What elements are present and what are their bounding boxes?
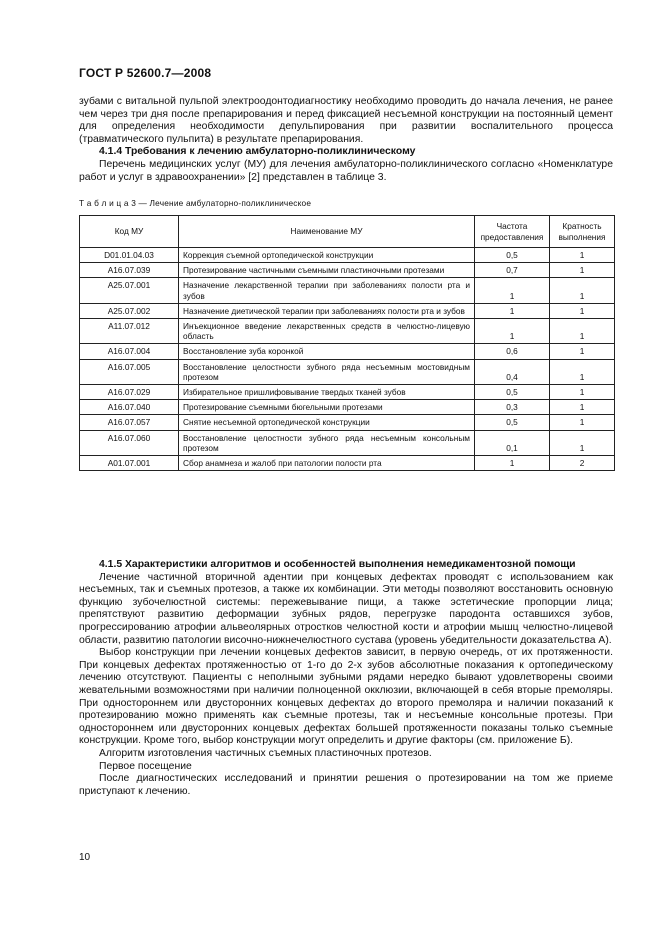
- cell-multiplicity: 1: [550, 344, 615, 359]
- cell-name: Назначение лекарственной терапии при заболеваниях полости рта и зубов: [179, 278, 475, 303]
- cell-frequency: 0,6: [475, 344, 550, 359]
- cell-code: A01.07.001: [80, 456, 179, 471]
- cell-code: A11.07.012: [80, 319, 179, 344]
- cell-code: A16.07.039: [80, 263, 179, 278]
- cell-name: Протезирование съемными бюгельными протезами: [179, 400, 475, 415]
- cell-code: A16.07.029: [80, 385, 179, 400]
- cell-frequency: 1: [475, 319, 550, 344]
- cell-name: Снятие несъемной ортопедической конструкции: [179, 415, 475, 430]
- cell-code: A16.07.060: [80, 430, 179, 455]
- document-header: ГОСТ Р 52600.7—2008: [79, 66, 212, 80]
- cell-frequency: 0,4: [475, 359, 550, 384]
- table-row: [80, 359, 615, 384]
- cell-code: A25.07.001: [80, 278, 179, 303]
- cell-multiplicity: 1: [550, 385, 615, 400]
- header-multiplicity: Кратность выполнения: [550, 216, 615, 248]
- cell-multiplicity: 1: [550, 278, 615, 303]
- table-row: [80, 319, 615, 344]
- section2-paragraph-2: Выбор конструкции при лечении концевых дефектов зависит, в первую очередь, от их протяженности. При концевых дефектах протяженностью от 1-го до 2-х зубов абсолютные показания к ортопедическому лечению отсутствуют. Пациенты с неполными зубными рядами нередко бывают удовлетворены своими жевательными возможностями при наличии полноценной окклюзии, включающей в себя вторые премоляры. При одностороннем или двусторонних концевых дефектах до второго премоляра и наличии показаний к протезированию можно применять как съемные протезы, так и несъемные консольные протезы. При одностороннем или двусторонних концевых дефектах большей протяженности показаны только съемные конструкции. Кроме того, выбор конструкции могут определить и другие факторы (см. приложение Б).: [79, 647, 613, 747]
- mu-table: [79, 215, 615, 471]
- cell-multiplicity: 1: [550, 415, 615, 430]
- cell-frequency: 1: [475, 303, 550, 318]
- cell-name: Коррекция съемной ортопедической конструкции: [179, 248, 475, 263]
- table-row: [80, 278, 615, 303]
- table-row: [80, 456, 615, 471]
- intro-block: [79, 96, 613, 184]
- cell-frequency: 0,5: [475, 385, 550, 400]
- table-row: [80, 263, 615, 278]
- cell-frequency: 0,3: [475, 400, 550, 415]
- cell-code: D01.01.04.03: [80, 248, 179, 263]
- cell-multiplicity: 1: [550, 303, 615, 318]
- table-body: [80, 248, 615, 471]
- header-name: Наименование МУ: [179, 216, 475, 248]
- cell-name: Восстановление целостности зубного ряда несъемным консольным протезом: [179, 430, 475, 455]
- cell-multiplicity: 1: [550, 248, 615, 263]
- page-number: 10: [79, 852, 91, 863]
- cell-name: Сбор анамнеза и жалоб при патологии полости рта: [179, 456, 475, 471]
- table-header-row: [80, 216, 615, 248]
- cell-multiplicity: 2: [550, 456, 615, 471]
- cell-multiplicity: 1: [550, 359, 615, 384]
- table-caption: Т а б л и ц а 3 — Лечение амбулаторно-поликлиническое: [79, 198, 312, 208]
- cell-frequency: 0,7: [475, 263, 550, 278]
- header-code: Код МУ: [80, 216, 179, 248]
- section-4-1-5: [79, 559, 613, 798]
- intro-paragraph: зубами с витальной пульпой электроодонтодиагностику необходимо проводить до начала лечения, не ранее чем через три дня после препарирования и перед фиксацией несъемной конструкции на постоянный цемент для определения необходимости депульпирования при развитии воспалительного процесса (травматического пульпита) в результате препарирования.: [79, 96, 613, 145]
- cell-frequency: 0,5: [475, 248, 550, 263]
- intro-paragraph-2: Перечень медицинских услуг (МУ) для лечения амбулаторно-поликлинического согласно «Номенклатуре работ и услуг в здравоохранении» [2] представлен в таблице 3.: [79, 158, 613, 183]
- cell-code: A25.07.002: [80, 303, 179, 318]
- table-row: [80, 303, 615, 318]
- cell-frequency: 1: [475, 278, 550, 303]
- cell-frequency: 1: [475, 456, 550, 471]
- cell-code: A16.07.040: [80, 400, 179, 415]
- section2-paragraph-3: Алгоритм изготовления частичных съемных пластиночных протезов.: [99, 747, 432, 759]
- cell-code: A16.07.057: [80, 415, 179, 430]
- section-heading-4-1-4: 4.1.4 Требования к лечению амбулаторно-поликлиническому: [99, 146, 416, 158]
- section2-paragraph-1: Лечение частичной вторичной адентии при концевых дефектах проводят с использованием как несъемных, так и съемных протезов, а также их комбинации. Эти методы позволяют восстановить основную функцию зубочелюстной системы: пережевывание пищи, а также эстетические пропорции лица; препятствуют развитию деформации зубных рядов, перегрузке пародонта оставшихся зубов, прогрессированию атрофии альвеолярных отростков челюстной кости и атрофии мышц челюстно-лицевой области, развитию патологии височно-нижнечелюстного сустава (уровень убедительности доказательства А).: [79, 571, 613, 646]
- section-heading-4-1-5: 4.1.5 Характеристики алгоритмов и особенностей выполнения немедикаментозной помощи: [99, 559, 576, 570]
- cell-frequency: 0,1: [475, 430, 550, 455]
- cell-name: Избирательное пришлифовывание твердых тканей зубов: [179, 385, 475, 400]
- cell-name: Протезирование частичными съемными пластиночными протезами: [179, 263, 475, 278]
- section2-paragraph-4: Первое посещение: [99, 760, 192, 772]
- table-row: [80, 430, 615, 455]
- table-row: [80, 344, 615, 359]
- cell-multiplicity: 1: [550, 319, 615, 344]
- cell-name: Восстановление целостности зубного ряда несъемным мостовидным протезом: [179, 359, 475, 384]
- table-row: [80, 415, 615, 430]
- cell-code: A16.07.004: [80, 344, 179, 359]
- cell-multiplicity: 1: [550, 400, 615, 415]
- cell-name: Восстановление зуба коронкой: [179, 344, 475, 359]
- table-row: [80, 248, 615, 263]
- header-frequency: Частота предоставления: [475, 216, 550, 248]
- cell-frequency: 0,5: [475, 415, 550, 430]
- cell-multiplicity: 1: [550, 263, 615, 278]
- table-row: [80, 400, 615, 415]
- cell-name: Назначение диетической терапии при заболеваниях полости рта и зубов: [179, 303, 475, 318]
- cell-multiplicity: 1: [550, 430, 615, 455]
- table-row: [80, 385, 615, 400]
- section2-paragraph-5: После диагностических исследований и принятии решения о протезировании на том же приеме приступают к лечению.: [79, 773, 613, 797]
- cell-name: Инъекционное введение лекарственных средств в челюстно-лицевую область: [179, 319, 475, 344]
- cell-code: A16.07.005: [80, 359, 179, 384]
